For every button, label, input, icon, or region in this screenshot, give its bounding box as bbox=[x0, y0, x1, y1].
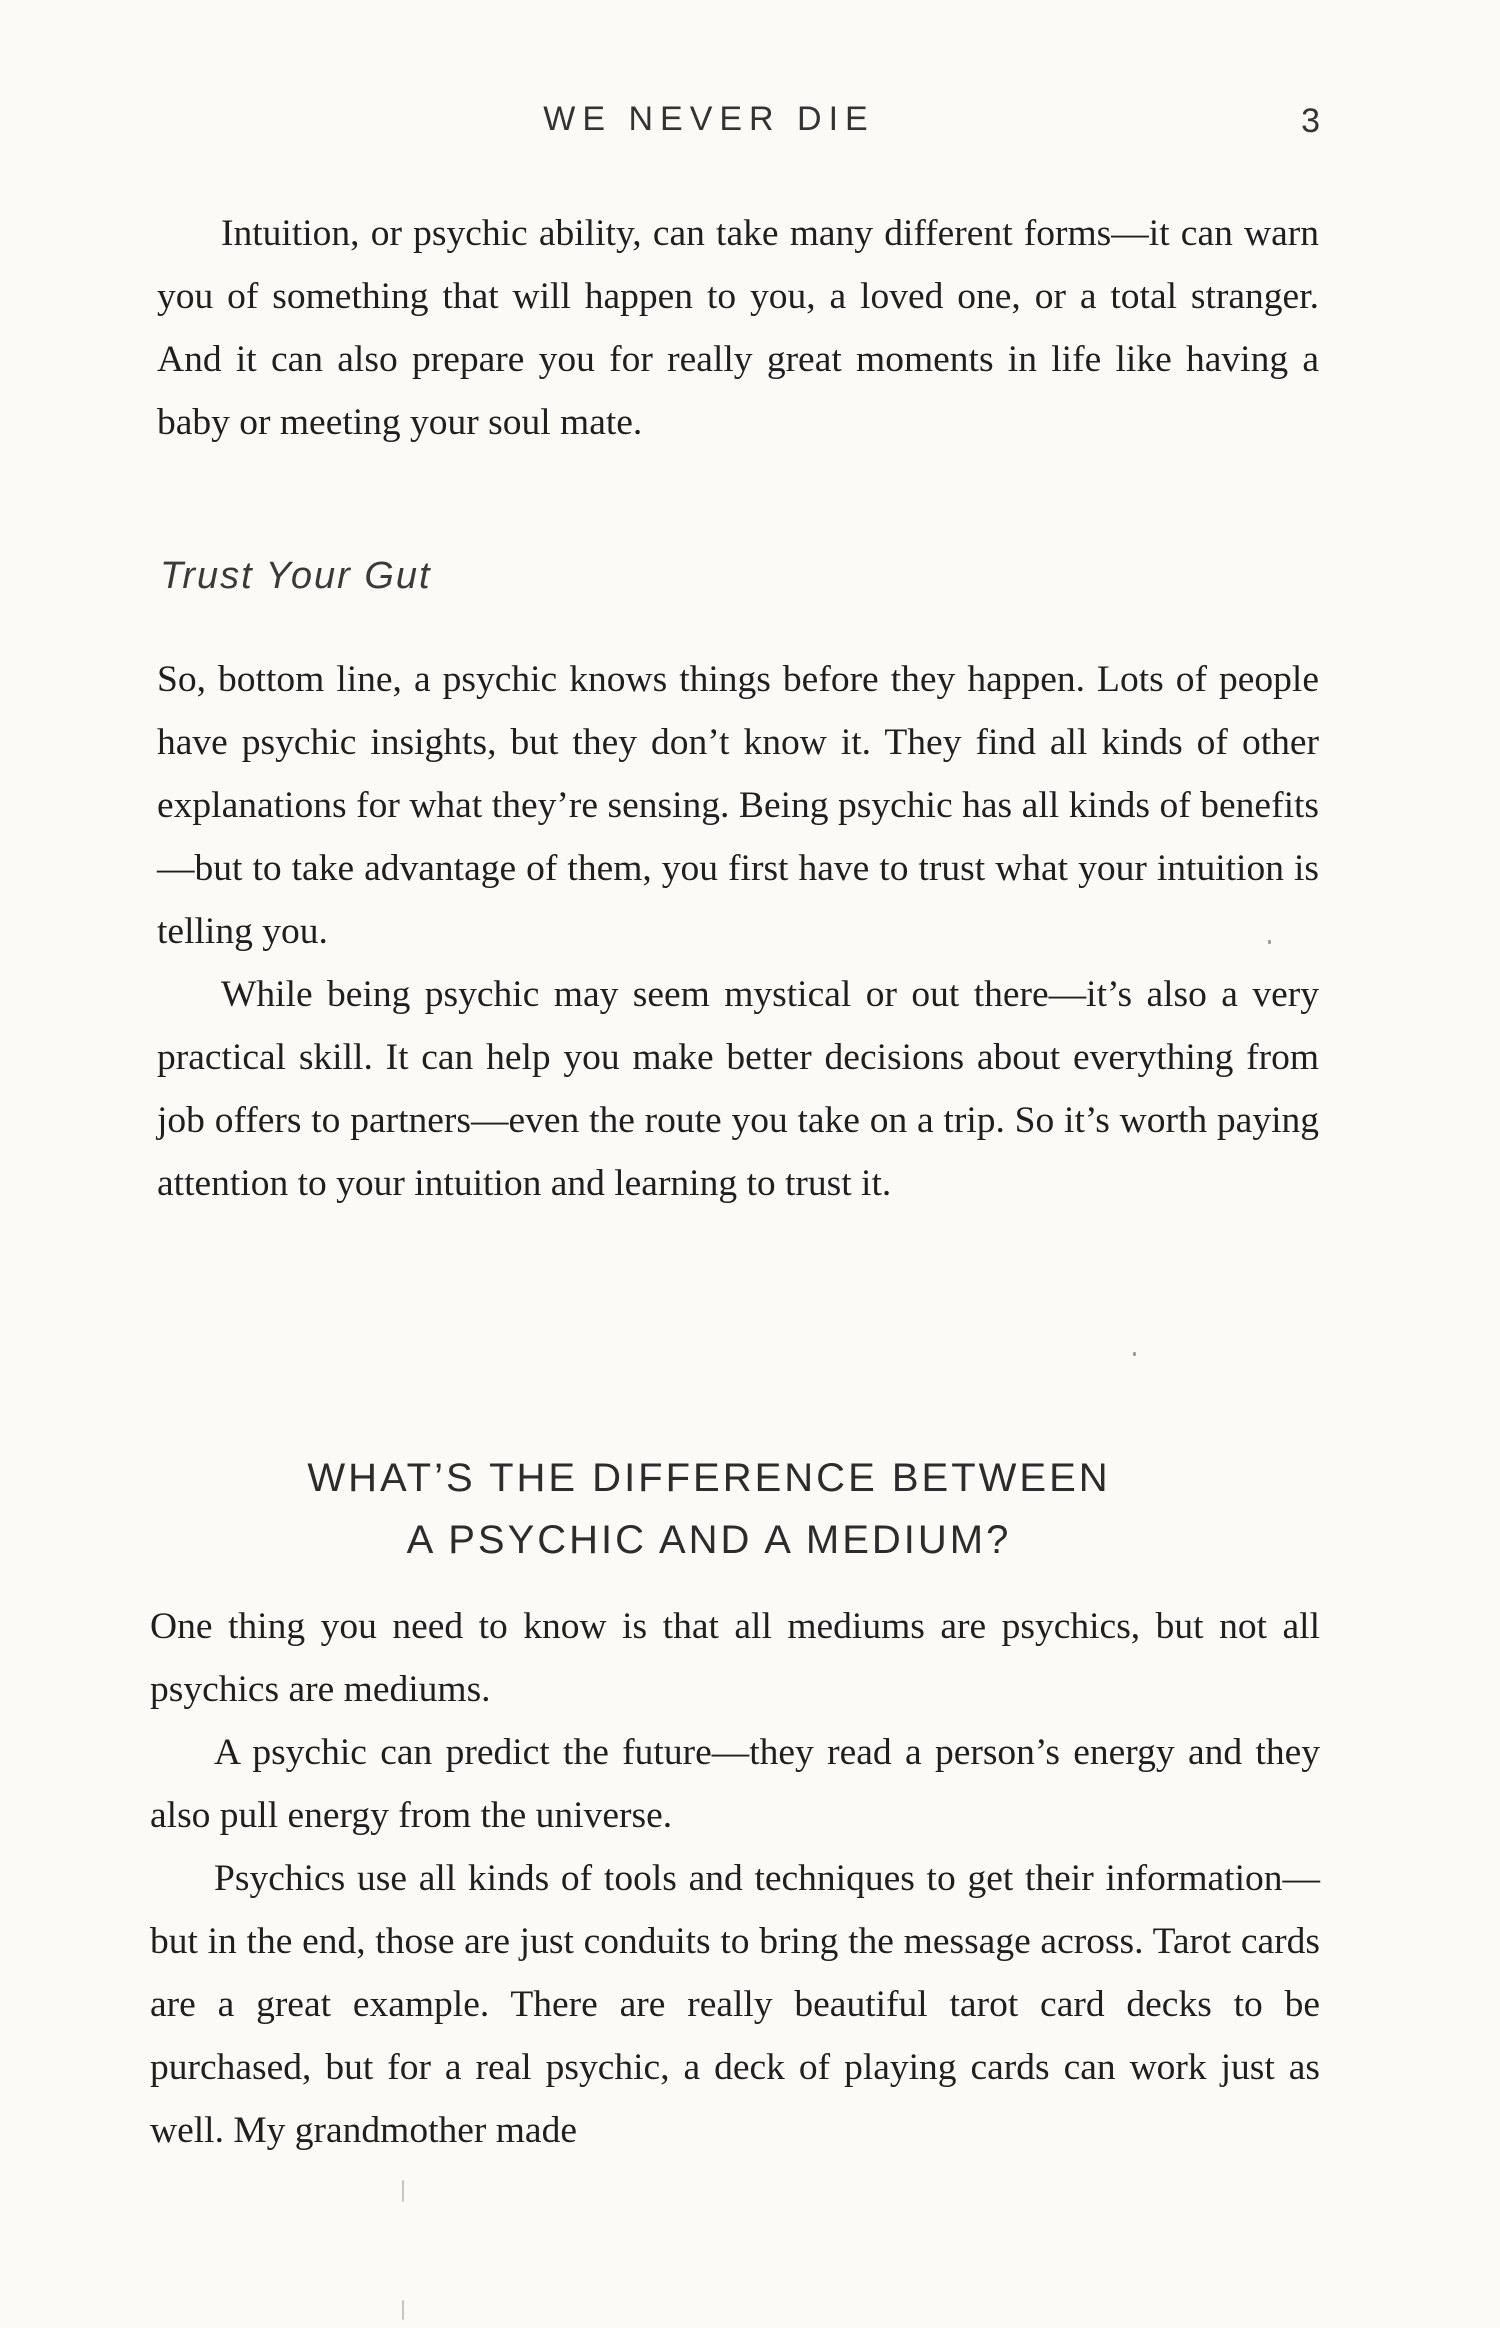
section-heading-line-2: A PSYCHIC AND A MEDIUM? bbox=[406, 1518, 1012, 1562]
trust-paragraph-1: So, bottom line, a psychic knows things before they happen. Lots of people have psychic insights, but they don’t know it. They find all kinds of other explanations for what they’re sensing. Being psychic has all kinds of benefits—but to take advantage of them, you first have to trust what your intuition is telling you. bbox=[157, 659, 1319, 952]
difference-section-body bbox=[150, 1595, 1320, 2162]
difference-paragraph-2: A psychic can predict the future—they read a person’s energy and they also pull energy from the universe. bbox=[150, 1732, 1320, 1836]
section-heading bbox=[0, 1447, 1418, 1571]
scan-mark bbox=[1133, 1352, 1136, 1356]
trust-paragraph-2: While being psychic may seem mystical or out there—it’s also a very practical skill. It can help you make better decisions about everything from job offers to partners—even the route you take on a trip. So it’s worth paying attention to your intuition and learning to trust it. bbox=[157, 974, 1319, 1204]
difference-paragraph-1: One thing you need to know is that all mediums are psychics, but not all psychics are mediums. bbox=[150, 1606, 1320, 1710]
scan-mark bbox=[402, 2180, 404, 2202]
subheading-trust-your-gut: Trust Your Gut bbox=[160, 555, 432, 597]
running-title: WE NEVER DIE bbox=[543, 100, 875, 138]
scan-mark bbox=[402, 2300, 404, 2320]
intro-paragraph: Intuition, or psychic ability, can take many different forms—it can warn you of something that will happen to you, a loved one, or a total stranger. And it can also prepare you for really great moments in life like having a baby or meeting your soul mate. bbox=[157, 213, 1319, 443]
difference-paragraph-3: Psychics use all kinds of tools and techniques to get their information—but in the end, those are just conduits to bring the message across. Tarot cards are a great example. There are really beautiful tarot card decks to be purchased, but for a real psychic, a deck of playing cards can work just as well. My grandmother made bbox=[150, 1858, 1320, 2151]
running-head bbox=[0, 100, 1500, 150]
section-heading-line-1: WHAT’S THE DIFFERENCE BETWEEN bbox=[307, 1456, 1111, 1500]
scan-mark bbox=[1268, 940, 1271, 944]
trust-section-body bbox=[157, 648, 1319, 1215]
intro-block bbox=[157, 202, 1319, 454]
page-number: 3 bbox=[1301, 102, 1320, 140]
